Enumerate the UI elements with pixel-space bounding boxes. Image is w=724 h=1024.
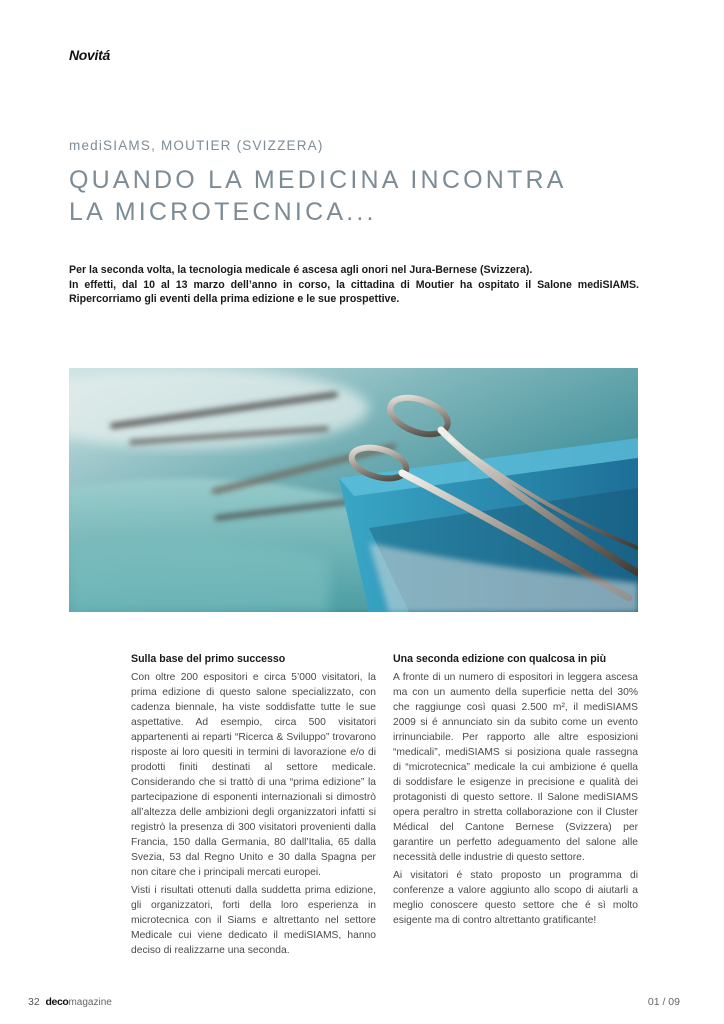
lead-paragraph-1: Per la seconda volta, la tecnologia medicale é ascesa agli onori nel Jura-Bernese (Svizzera). bbox=[69, 264, 533, 276]
page-number: 32 bbox=[28, 996, 40, 1008]
surgical-instruments-photo bbox=[69, 368, 638, 612]
column-left bbox=[131, 652, 376, 961]
headline-line-1: QUANDO LA MEDICINA INCONTRA bbox=[69, 166, 567, 194]
section-label: Novitá bbox=[69, 47, 110, 63]
article-lead bbox=[69, 263, 639, 307]
left-column-paragraph-2: Visti i risultati ottenuti dalla suddetta prima edizione, gli organizzatori, forti della loro esperienza in microtecnica con il Siams e altrettanto nel settore Medicale cui viene dedicato il mediSIAMS, hanno deciso di realizzarne una seconda. bbox=[131, 885, 376, 956]
issue-number: 01 / 09 bbox=[647, 996, 680, 1008]
right-column-paragraph-2: Ai visitatori é stato proposto un programma di conferenze a valore aggiunto allo scopo di aiutarli a meglio conoscere questo settore che é sì molto esigente ma di contro altrettanto gratificante! bbox=[393, 870, 638, 926]
column-right bbox=[393, 652, 638, 931]
lead-paragraph-2: In effetti, dal 10 al 13 marzo dell’anno in corso, la cittadina di Moutier ha ospitato il Salone mediSIAMS. Ripercorriamo gli eventi della prima edizione e le sue prospettive. bbox=[69, 278, 639, 306]
footer-left bbox=[28, 996, 112, 1008]
magazine-logo-bold: deco bbox=[45, 996, 69, 1008]
article-kicker: mediSIAMS, MOUTIER (SVIZZERA) bbox=[69, 138, 324, 153]
article-headline bbox=[69, 164, 567, 228]
right-column-heading: Una seconda edizione con qualcosa in più bbox=[393, 653, 607, 665]
left-column-heading: Sulla base del primo successo bbox=[131, 653, 286, 665]
left-column-paragraph-1: Con oltre 200 espositori e circa 5’000 visitatori, la prima edizione di questo salone specializzato, con cadenza biennale, ha viste soddisfatte tutte le sue aspettative. Ad esempio, circa 500 visitatori appartenenti ai reparti “Ricerca & Sviluppo” trovarono risposte ai loro quesiti in termini di lavorazione e/o di prodotti finiti destinati al settore medicale. Considerando che si trattò di una “prima edizione” la partecipazione di esponenti internazionali si dimostrò all’altezza delle ambizioni degli organizzatori infatti si registrò la presenza di 300 visitatori provenienti dalla Francia, 150 dalla Germania, 80 dall’Italia, 65 dalla Svezia, 53 dal Regno Unito e 30 dalla Spagna per non citare che i principali mercati europei. bbox=[131, 672, 376, 878]
right-column-paragraph-1: A fronte di un numero di espositori in leggera ascesa ma con un aumento della superficie netta del 30% che raggiunge così quasi 2.500 m², il mediSIAMS 2009 si é annunciato sin da subito come un evento irrinunciabile. Per rapporto alle altre esposizioni “medicali”, mediSIAMS si posiziona quale rassegna di “microtecnica” medicale la cui ambizione é quella di soddisfare le esigenze in precisione e qualità dei protagonisti di questo settore. Il Salone mediSIAMS opera peraltro in stretta collaborazione con il Cluster Médical del Cantone Bernese (Svizzera) per garantire un perfetto adeguamento del salone alle necessità delle industrie di questo settore. bbox=[393, 672, 638, 863]
magazine-logo-light: magazine bbox=[68, 997, 112, 1008]
headline-line-2: LA MICROTECNICA... bbox=[69, 198, 377, 226]
